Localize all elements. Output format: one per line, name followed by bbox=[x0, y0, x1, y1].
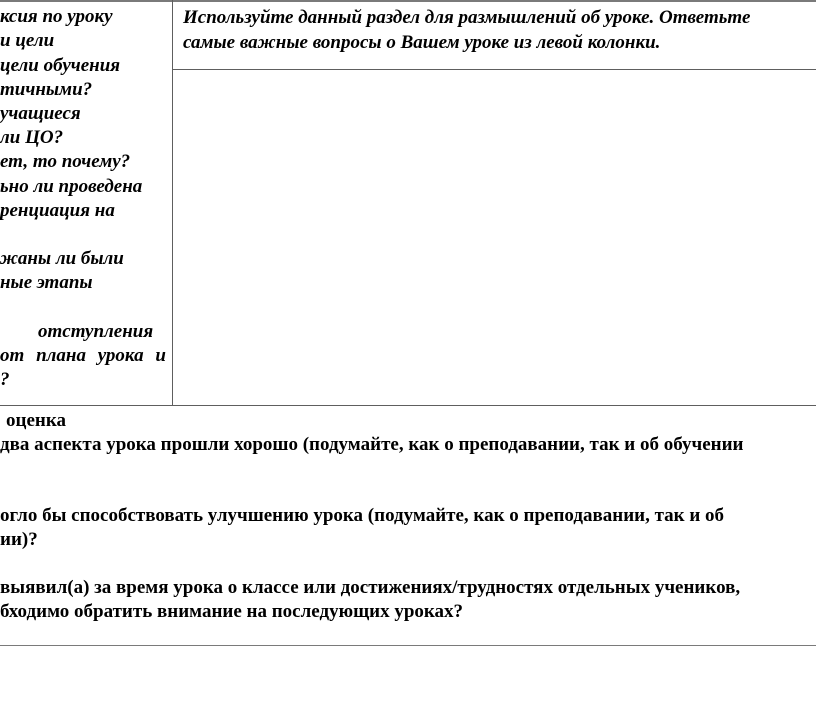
left-line-5: учащиеся bbox=[0, 103, 81, 124]
left-word-uroka: урока bbox=[97, 345, 144, 366]
left-line-6: ли ЦО? bbox=[0, 127, 64, 148]
left-word-plana: плана bbox=[36, 345, 86, 366]
section-bottom-border bbox=[0, 645, 816, 646]
column-divider bbox=[172, 0, 173, 406]
left-line-8: ьно ли проведена bbox=[0, 176, 143, 197]
left-line-14: отступления bbox=[38, 321, 154, 342]
left-line-11: жаны ли были bbox=[0, 248, 124, 269]
left-line-4: тичными? bbox=[0, 79, 93, 100]
right-column-header-border bbox=[172, 69, 816, 70]
right-column-instructions bbox=[183, 5, 816, 55]
left-line-2: и цели bbox=[0, 30, 55, 51]
right-instruction-line-2: самые важные вопросы о Вашем уроке из левой колонки. bbox=[183, 32, 661, 53]
summary-question-2-line-1: огло бы способствовать улучшению урока (подумайте, как о преподавании, так и об bbox=[0, 505, 725, 526]
left-line-12: ные этапы bbox=[0, 272, 93, 293]
left-word-i: и bbox=[155, 345, 166, 366]
left-line-9: ренциация на bbox=[0, 200, 115, 221]
summary-question-1: два аспекта урока прошли хорошо (подумайте, как о преподавании, так и об обучении bbox=[0, 434, 744, 455]
left-line-7: ет, то почему? bbox=[0, 151, 131, 172]
right-instruction-line-1: Используйте данный раздел для размышлений об уроке. Ответьте bbox=[183, 7, 751, 28]
summary-question-3-line-1: выявил(а) за время урока о классе или достижениях/трудностях отдельных учеников, bbox=[0, 577, 741, 598]
summary-question-3-line-2: бходимо обратить внимание на последующих уроках? bbox=[0, 601, 464, 622]
summary-heading: оценка bbox=[6, 410, 66, 431]
left-line-1: ксия по уроку bbox=[0, 6, 113, 27]
summary-question-2-line-2: ии)? bbox=[0, 529, 38, 550]
table-top-border bbox=[0, 0, 816, 2]
left-word-ot: от bbox=[0, 345, 25, 366]
left-line-16: ? bbox=[0, 369, 10, 390]
left-line-3: цели обучения bbox=[0, 55, 121, 76]
table-bottom-border bbox=[0, 405, 816, 406]
left-line-15-justified bbox=[0, 344, 166, 368]
